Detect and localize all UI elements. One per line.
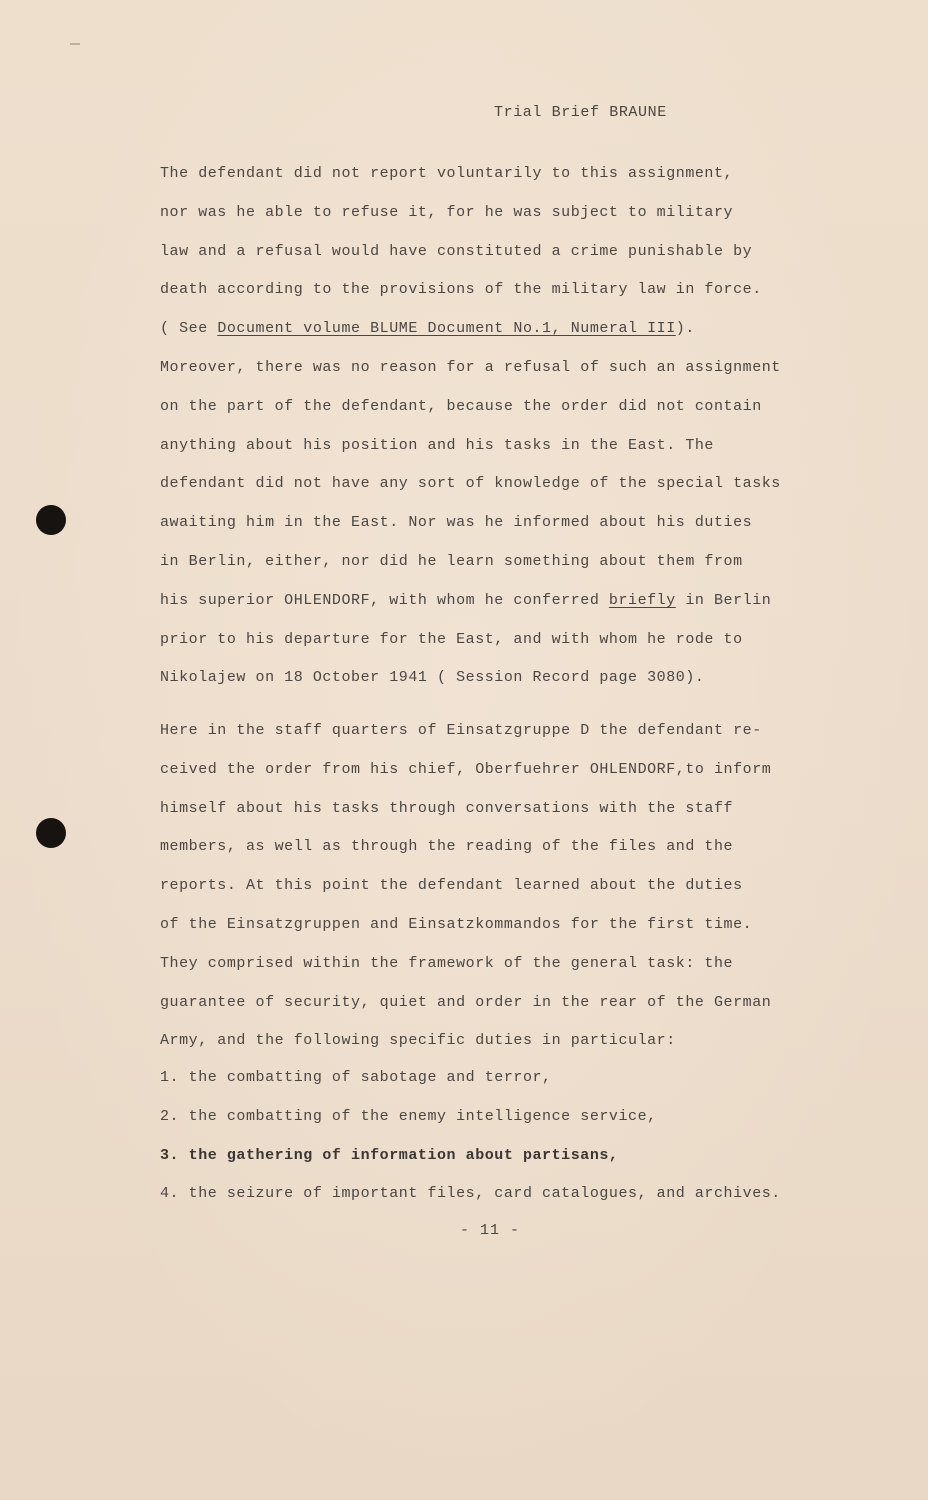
- text-line: Here in the staff quarters of Einsatzgruppe D the defendant re-: [160, 722, 762, 739]
- duties-list: [160, 1059, 800, 1214]
- punch-hole-upper: [36, 505, 66, 535]
- text-line: Nikolajew on 18 October 1941 ( Session Record page 3080).: [160, 669, 705, 687]
- text-line: of the Einsatzgruppen and Einsatzkommandos for the first time.: [160, 915, 753, 933]
- citation-line: [160, 310, 800, 349]
- list-item: 2. the combatting of the enemy intelligence service,: [160, 1107, 657, 1125]
- list-item: 1. the combatting of sabotage and terror,: [160, 1069, 552, 1086]
- list-item: 3. the gathering of information about partisans,: [160, 1146, 619, 1164]
- text-line: The defendant did not report voluntarily to this assignment,: [160, 165, 734, 182]
- punch-hole-lower: [36, 818, 66, 848]
- citation-close: ).: [675, 320, 695, 338]
- text-line: reports. At this point the defendant learned about the duties: [160, 877, 743, 895]
- text-line: death according to the provisions of the military law in force.: [160, 281, 762, 299]
- text-line: awaiting him in the East. Nor was he informed about his duties: [160, 514, 753, 532]
- text-line: himself about his tasks through conversations with the staff: [160, 799, 734, 817]
- citation-open: ( See: [160, 320, 218, 338]
- briefly-after: in Berlin: [675, 591, 772, 609]
- text-line: nor was he able to refuse it, for he was subject to military: [160, 203, 734, 221]
- page-number: - 11 -: [459, 1222, 520, 1239]
- text-line: on the part of the defendant, because the order did not contain: [160, 397, 762, 415]
- paragraph-assignment: [160, 155, 800, 698]
- citation-reference: Document volume BLUME Document No.1, Numeral III: [217, 320, 676, 338]
- text-line: defendant did not have any sort of knowledge of the special tasks: [160, 475, 781, 493]
- text-line: They comprised within the framework of the general task: the: [160, 954, 734, 972]
- paragraph-staff-quarters: [160, 712, 800, 1061]
- text-line: in Berlin, either, nor did he learn something about them from: [160, 552, 743, 570]
- text-line: ceived the order from his chief, Oberfuehrer OHLENDORF,to inform: [160, 760, 772, 778]
- text-line: members, as well as through the reading of the files and the: [160, 838, 734, 856]
- text-line: guarantee of security, quiet and order in the rear of the German: [160, 993, 772, 1011]
- text-line: Army, and the following specific duties in particular:: [160, 1032, 676, 1050]
- text-line: Moreover, there was no reason for a refusal of such an assignment: [160, 358, 781, 376]
- briefly-line: [160, 582, 800, 621]
- text-line: anything about his position and his tasks in the East. The: [160, 436, 714, 454]
- paper-mark: [70, 43, 80, 45]
- text-line: prior to his departure for the East, and with whom he rode to: [160, 630, 743, 648]
- briefly-before: his superior OHLENDORF, with whom he conferred: [160, 591, 609, 609]
- page-header: Trial Brief BRAUNE: [494, 104, 667, 121]
- text-line: law and a refusal would have constituted a crime punishable by: [160, 242, 753, 260]
- list-item: 4. the seizure of important files, card catalogues, and archives.: [160, 1185, 781, 1203]
- briefly-emphasis: briefly: [608, 591, 676, 609]
